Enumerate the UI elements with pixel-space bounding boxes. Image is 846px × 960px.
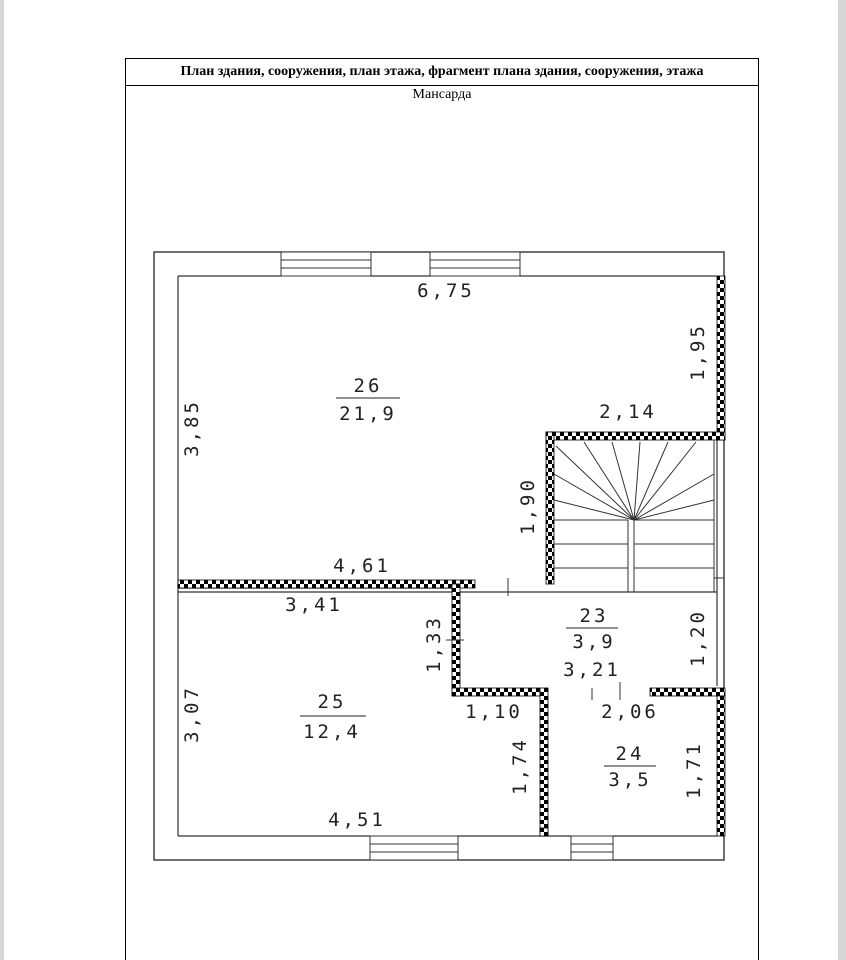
room-23-label bbox=[566, 605, 618, 653]
dim-right-upper: 1,95 bbox=[687, 323, 709, 381]
dim-room24-right: 1,71 bbox=[683, 741, 705, 799]
staircase bbox=[554, 440, 724, 592]
window-bottom-left bbox=[370, 836, 458, 860]
room-25-label bbox=[300, 691, 366, 743]
dim-corridor-right: 1,20 bbox=[687, 609, 709, 667]
room-26-area: 21,9 bbox=[339, 403, 397, 425]
window-top-left bbox=[281, 252, 371, 276]
room-24-number: 24 bbox=[615, 743, 645, 765]
floor-name: Мансарда bbox=[412, 87, 472, 102]
dim-room24-top: 2,06 bbox=[601, 701, 659, 723]
sheet-title: План здания, сооружения, план этажа, фрагмент плана здания, сооружения, этажа bbox=[126, 59, 758, 86]
window-top-right bbox=[430, 252, 520, 276]
room-23-number: 23 bbox=[579, 605, 609, 627]
room-25-number: 25 bbox=[317, 691, 347, 713]
room-26-label bbox=[336, 375, 400, 425]
dim-corridor-left: 1,33 bbox=[423, 615, 445, 673]
dim-room25-top: 3,41 bbox=[285, 594, 343, 616]
room-25-area: 12,4 bbox=[303, 721, 361, 743]
room-26-number: 26 bbox=[353, 375, 383, 397]
dim-left-lower: 3,07 bbox=[181, 685, 203, 743]
dim-room26-bottom: 4,61 bbox=[333, 555, 391, 577]
dim-room25-right: 1,74 bbox=[509, 737, 531, 795]
room-24-area: 3,5 bbox=[608, 769, 652, 791]
dim-corridor-bottom: 3,21 bbox=[563, 659, 621, 681]
dim-bottom-width: 4,51 bbox=[328, 809, 386, 831]
room-23-area: 3,9 bbox=[572, 631, 616, 653]
dim-left-upper: 3,85 bbox=[181, 399, 203, 457]
window-bottom-right bbox=[571, 836, 613, 860]
dim-step-width: 1,10 bbox=[465, 701, 523, 723]
dim-stair-left: 1,90 bbox=[517, 477, 539, 535]
dim-stair-top: 2,14 bbox=[599, 401, 657, 423]
dim-top-width: 6,75 bbox=[417, 280, 475, 302]
room-24-label bbox=[604, 743, 656, 791]
